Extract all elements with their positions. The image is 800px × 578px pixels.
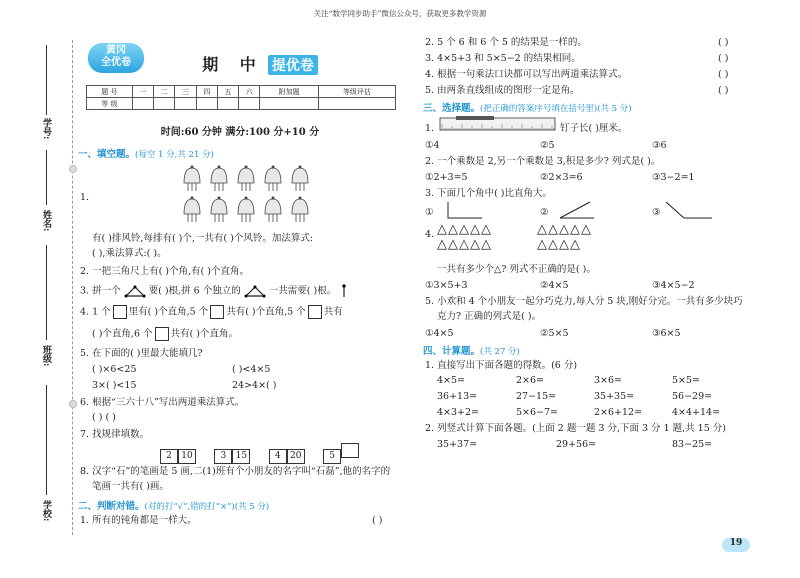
section-2-note: (对的打“√”,错的打“×”)(共 5 分) [144,502,270,512]
s3-q5-text-b: 克力? 正确的列式是( )。 [437,311,542,322]
calc-item[interactable]: 27−15= [516,391,557,402]
section-3-heading: 三、选择题。 [423,103,481,114]
wind-chime-icon [265,166,281,192]
section-4-title [423,343,520,357]
calc-item[interactable]: 56−29= [672,391,713,402]
q7-sequence [160,443,359,464]
q5-a: ( )×6<25 [92,364,137,375]
section-1-title [78,146,214,160]
wind-chime-icon [292,197,308,223]
wind-chime-icon [292,166,308,192]
binding-dashed-line [72,40,73,535]
s2-q5-answer[interactable]: ( ) [718,85,729,96]
s4-q2-text: 2. 列竖式计算下面各题。(上面 2 题一题 3 分,下面 3 分 1 题,共 15 分) [425,423,726,434]
calc-item[interactable]: 35+35= [594,391,635,402]
s3-q2-opt3[interactable]: ③3−2=1 [652,172,695,183]
student-id-label: 学号: [41,118,51,140]
score-cell[interactable] [154,98,175,110]
calc-item[interactable]: 3×6= [594,375,623,386]
wind-chime-icon [265,197,281,223]
s2-q1-text: 1. 所有的钝角都是一样大。 [80,515,197,526]
s2-q4-answer[interactable]: ( ) [718,69,729,80]
triangle-row: △△△△△ [437,237,492,252]
title-main: 期 中 [202,55,264,74]
calc-item[interactable]: 2×6= [516,375,545,386]
score-cell[interactable] [260,98,318,110]
wind-chime-icon [238,197,254,223]
calc-item[interactable]: 36+13= [437,391,478,402]
s3-q3-text: 3. 下面几个角中( )比直角大。 [425,188,553,199]
section-2-heading: 二、判断对错。 [78,501,145,512]
s3-q2-opt1[interactable]: ①2+3=5 [425,172,468,183]
stick-icon [339,284,349,298]
class-line [46,245,47,340]
s2-q4-text: 4. 根据一句乘法口诀都可以写出两道乘法算式。 [425,69,628,80]
s3-q3-opt1[interactable]: ① [425,207,434,218]
s3-q1-opt1[interactable]: ①4 [425,140,440,151]
seq-box: 2 [160,449,178,464]
q3-text-b: 要( )根,拼 6 个独立的 [148,285,241,297]
q5-text: 5. 在下面的( )里最大能填几? [80,348,203,359]
s3-q1-text: 钉子长( )厘米。 [560,123,628,134]
section-4-note: (共 27 分) [480,347,520,357]
s2-q3-answer[interactable]: ( ) [718,53,729,64]
s2-q2-answer[interactable]: ( ) [718,37,729,48]
seq-box: 3 [214,449,232,464]
right-angle-icon [444,200,484,220]
square-icon [210,305,224,319]
q1-number: 1. [80,192,90,203]
name-line [46,150,47,205]
square-icon [308,305,322,319]
wind-chime-icon [238,166,254,192]
triangle-row: △△△△△ [537,222,592,237]
score-cell: 等 级 [87,98,133,110]
q8-text-b: 笔画一共有( )画。 [92,481,169,492]
score-cell: 等级评估 [318,86,395,98]
score-cell[interactable] [175,98,196,110]
q6-text: 6. 根据“三六十八”写出两道乘法算式。 [80,397,245,408]
calc-item[interactable]: 2×6+12= [594,407,643,418]
wind-chimes-picture [176,163,316,225]
ruler-with-nail-picture [438,116,558,134]
logo-line2: 全优卷 [101,57,131,68]
section-1-heading: 一、填空题。 [78,149,136,160]
calc-item[interactable]: 5×5= [672,375,701,386]
square-icon [113,305,127,319]
calc-item[interactable]: 5×6−7= [516,407,559,418]
score-cell: 一 [132,86,153,98]
s3-q1-number: 1. [425,123,435,134]
top-note: 关注“数学同步助手”微信公众号，获取更多教学资源 [313,9,487,18]
calc-item[interactable]: 4×4+14= [672,407,721,418]
s3-q3-opt3[interactable]: ③ [652,207,661,218]
score-cell: 附加题 [260,86,318,98]
seq-box: 20 [287,449,305,464]
q4-line1 [80,305,343,319]
vertical-calc-item[interactable]: 35+37= [437,439,478,450]
seq-box: 5 [323,449,341,464]
s2-q2-text: 2. 5 个 6 和 6 个 5 的结果是一样的。 [425,37,587,48]
page-title [120,52,400,75]
score-cell[interactable] [132,98,153,110]
name-label: 姓名: [41,210,51,232]
s3-q4-opt1[interactable]: ①3×5+3 [425,280,468,291]
vertical-calc-item[interactable]: 29+56= [556,439,597,450]
score-cell: 四 [196,86,217,98]
q1-text-a: 有( )排风铃,每排有( )个,一共有( )个风铃。加法算式: [92,233,314,244]
school-label: 学校: [41,500,51,522]
triangle-stick-icon [244,285,266,298]
s3-q4-number: 4. [425,229,435,240]
s3-q2-text: 2. 一个乘数是 2,另一个乘数是 3,积是多少? 列式是( )。 [425,156,661,167]
calc-item[interactable]: 4×5= [437,375,466,386]
seq-box: 10 [178,449,196,464]
score-cell[interactable] [318,98,395,110]
wind-chime-icon [184,197,200,223]
q3-line [80,284,349,298]
class-label: 班级: [41,345,51,367]
score-table [86,85,396,110]
q1-text-b: ( ),乘法算式:( )。 [92,248,167,259]
q4-line2 [92,327,238,341]
seq-box: 4 [269,449,287,464]
q4-text-c: 共有( )个直角,5 个 [226,306,306,318]
q2-text: 2. 一把三角尺上有( )个角,有( )个直角。 [80,266,249,277]
binding-hole [69,400,77,408]
obtuse-angle-icon [664,200,714,220]
q4-text-f: 共有( )个直角。 [170,328,238,340]
section-2-title [78,498,269,512]
s3-q1-opt3[interactable]: ③6 [652,140,667,151]
s3-q3-opt2[interactable]: ② [540,207,549,218]
s3-q4-opt2[interactable]: ②4×5 [540,280,569,291]
calc-item[interactable]: 4×3+2= [437,407,480,418]
s3-q5-opt1[interactable]: ①4×5 [425,328,454,339]
section-4-heading: 四、计算题。 [423,346,481,357]
wind-chime-icon [184,166,200,192]
s2-q5-text: 5. 由两条直线组成的图形一定是角。 [425,85,580,96]
page-number: 19 [722,538,750,552]
seq-box: 15 [232,449,250,464]
section-1-note: (每空 1 分,共 21 分) [135,150,214,160]
q4-text-d: 共有 [323,306,343,318]
triangle-group-1 [437,222,492,252]
triangle-stick-icon [124,285,146,298]
s3-q5-text-a: 5. 小欢和 4 个小朋友一起分巧克力,每人分 5 块,刚好分完。一共有多少块巧 [425,296,743,307]
score-cell: 题 号 [87,86,133,98]
q5-c: 3×( )<15 [92,380,137,391]
s3-q4-opt3[interactable]: ③4×5−2 [652,280,695,291]
q4-text-e: ( )个直角,6 个 [92,328,153,340]
acute-angle-icon [556,200,596,220]
score-cell[interactable] [196,98,217,110]
time-line: 时间:60 分钟 满分:100 分+10 分 [160,127,320,138]
q8-text-a: 8. 汉字“石”的笔画是 5 画,二(1)班有个小朋友的名字叫“石磊”,他的名字的 [80,466,391,477]
s3-q5-opt3[interactable]: ③6×5 [652,328,681,339]
s3-q4-text: 一共有多少个△? 列式不正确的是( )。 [437,264,596,275]
score-cell: 三 [175,86,196,98]
s3-q1-opt2[interactable]: ②5 [540,140,555,151]
s3-q5-opt2[interactable]: ②5×5 [540,328,569,339]
school-line [46,385,47,495]
score-cell: 二 [154,86,175,98]
q5-b: ( )<4×5 [232,364,271,375]
seq-box-blank[interactable] [341,443,359,458]
q3-text-a: 3. 拼一个 [80,285,121,297]
title-accent: 提优卷 [268,55,318,75]
triangle-row: △△△△ [537,237,581,252]
q4-text-a: 4. 1 个 [80,306,111,318]
section-3-note: (把正确的答案序号填在括号里)(共 5 分) [480,104,632,114]
wind-chime-icon [211,197,227,223]
q4-text-b: 里有( )个直角,5 个 [128,306,209,318]
score-cell: 六 [239,86,260,98]
s2-q3-text: 3. 4×5+3 和 5×5−2 的结果相同。 [425,53,581,64]
score-cell[interactable] [239,98,260,110]
q5-d: 24>4×( ) [232,380,277,391]
score-cell[interactable] [217,98,238,110]
triangle-row: △△△△△ [437,222,492,237]
s2-q1-answer[interactable]: ( ) [372,515,383,526]
q7-text: 7. 找规律填数。 [80,429,150,440]
logo-line1: 黄冈 [106,45,126,56]
section-3-title [423,100,632,114]
q3-text-c: 一共需要( )根。 [268,285,337,297]
q6-blanks[interactable]: ( ) ( ) [92,412,116,423]
student-id-line [46,45,47,115]
s4-q1-text: 1. 直接写出下面各题的得数。(6 分) [425,360,578,371]
triangle-group-2 [537,222,592,252]
binding-hole [69,165,77,173]
wind-chime-icon [211,166,227,192]
vertical-calc-item[interactable]: 83−25= [672,439,713,450]
score-cell: 五 [217,86,238,98]
s3-q2-opt2[interactable]: ②2×3=6 [540,172,583,183]
square-icon [155,327,169,341]
